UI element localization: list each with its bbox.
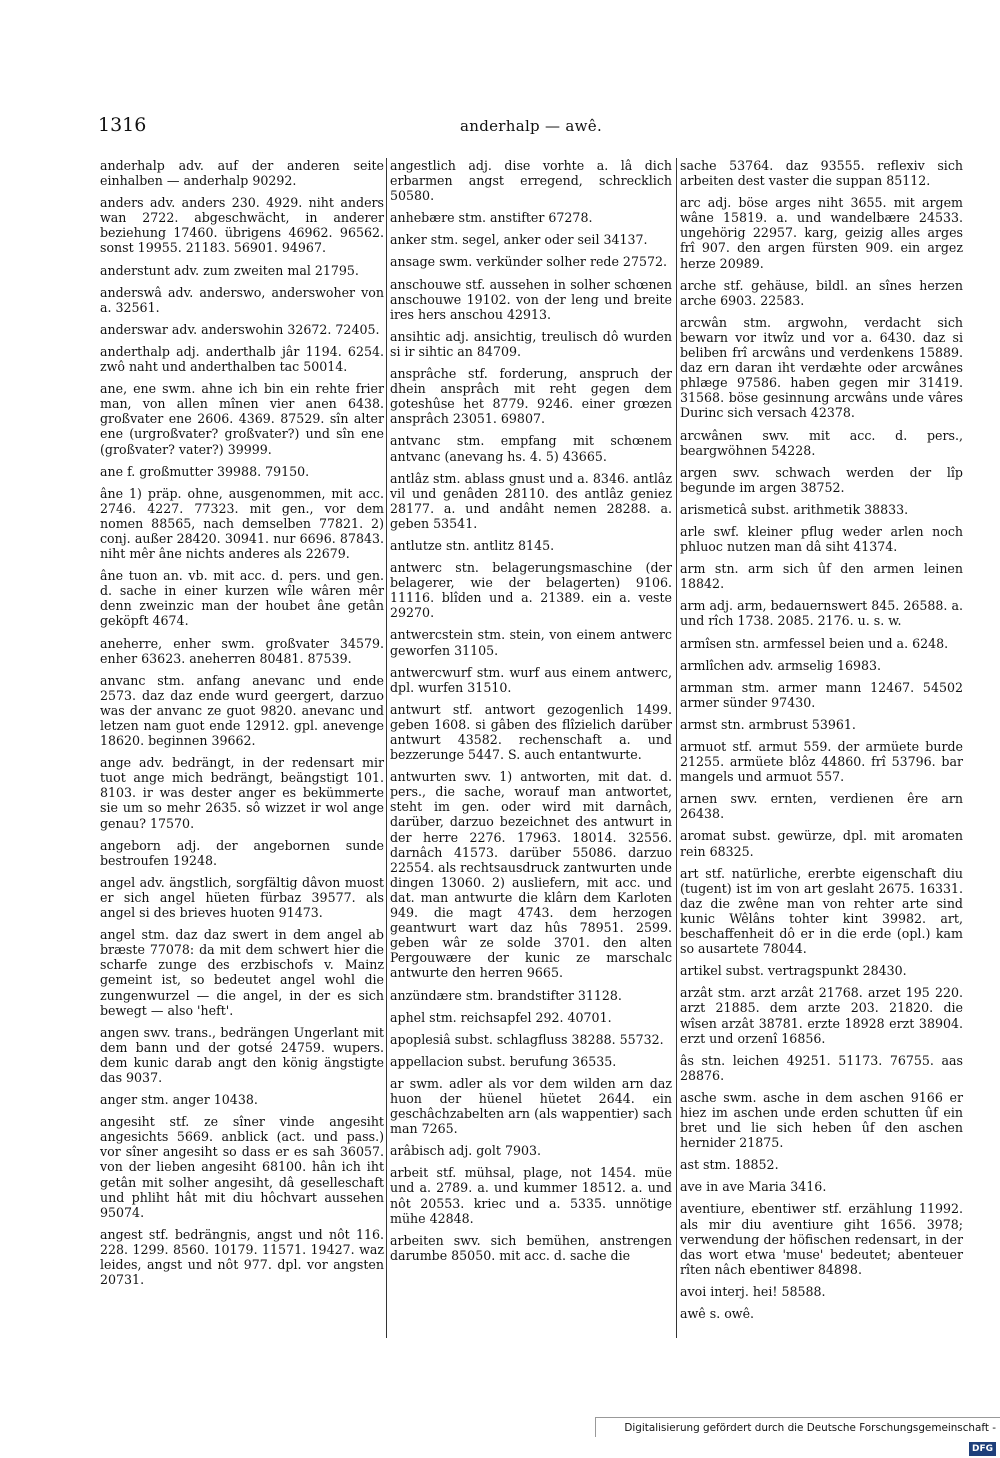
dictionary-entry: antwerc stn. belagerungsmaschine (der belagerer, wie der belagerten) 9106. 11116. blîden und a. 21389. ein a. veste 29270. <box>390 560 672 621</box>
dictionary-entry: anschouwe stf. aussehen in solher schœnen anschouwe 19102. von der leng und breite ires hers anschou 42913. <box>390 276 672 322</box>
dictionary-entry: argen swv. schwach werden der lîp begunde im argen 38752. <box>680 464 963 495</box>
dictionary-entry: anker stm. segel, anker oder seil 34137. <box>390 232 648 248</box>
dictionary-entry: anger stm. anger 10438. <box>100 1092 258 1108</box>
dictionary-entry: aventiure, ebentiwer stf. erzählung 11992. als mir diu aventiure giht 1656. 3978; verwendung der höfischen redensart, in der das wort etwa 'muse' bedeutet; abenteuer rîten nâch ebentiwer 84898. <box>680 1201 963 1277</box>
dictionary-entry: angesiht stf. ze sîner vinde angesiht angesichts 5669. anblick (act. und pass.) vor sîner angesiht so dass er es sah 36057. von der lieben angesiht 68100. hân ich iht getân mit solher angesiht, dâ geselleschaft und phliht hât mit diu hôchvart aussehen 95074. <box>100 1114 384 1220</box>
dictionary-entry: aromat subst. gewürze, dpl. mit aromaten rein 68325. <box>680 828 963 859</box>
dictionary-entry: anderswar adv. anderswohin 32672. 72405. <box>100 321 380 337</box>
dictionary-column-middle <box>390 158 672 1270</box>
dictionary-entry: anders adv. anders 230. 4929. niht anders wan 2722. abgeschwächt, in anderer beziehung 17460. übrigens 46962. 96562. sonst 19955. 21183. 56901. 94967. <box>100 195 384 256</box>
dictionary-entry: antlutze stn. antlitz 8145. <box>390 537 555 553</box>
dictionary-entry: armuot stf. armut 559. der armüete burde 21255. armüete blôz 44860. frî 53796. bar mangels und armuot 557. <box>680 739 963 785</box>
dictionary-entry: ansihtic adj. ansichtig, treulisch dô wurden si ir sihtic an 84709. <box>390 328 672 359</box>
dictionary-entry: âne tuon an. vb. mit acc. d. pers. und gen. d. sache in einer kurzen wîle wâren mêr denn zweinzic man der houbet âne getân geköpft 4674. <box>100 568 384 629</box>
dictionary-entry: angeborn adj. der angebornen sunde bestroufen 19248. <box>100 837 384 868</box>
dictionary-entry: armman stm. armer mann 12467. 54502 armer sünder 97430. <box>680 679 963 710</box>
dictionary-entry: awê s. owê. <box>680 1306 755 1321</box>
dictionary-entry: ar swm. adler als vor dem wilden arn daz huon der hüenel hüetet 2644. ein geschâchzabelten arn (als wappentier) sach man 7265. <box>390 1075 672 1137</box>
dictionary-entry: ast stm. 18852. <box>680 1157 779 1173</box>
dictionary-entry: arzât stm. arzt arzât 21768. arzet 195 220. arzt 21885. dem arzte 203. 21820. die wîsen arzât 38781. erzte 18928 erzt 38904. erzt und orzenî 16856. <box>680 985 963 1046</box>
dictionary-entry: appellacion subst. berufung 36535. <box>390 1053 617 1069</box>
dictionary-entry: âne 1) präp. ohne, ausgenommen, mit acc. 2746. 4227. 77323. mit gen., vor dem nomen 88565, nach demselben 77821. 2) conj. außer 28420. 30941. nur 6696. 87843. niht mêr âne nichts anderes als 22679. <box>100 485 384 562</box>
dfg-credit-footer <box>595 1417 1000 1454</box>
dictionary-entry: arâbisch adj. golt 7903. <box>390 1143 542 1159</box>
dictionary-entry: artikel subst. vertragspunkt 28430. <box>680 963 907 979</box>
dictionary-entry: angel stm. daz daz swert in dem angel ab bræste 77078: da mit dem schwert hier die scharfe zunge des erzbischofs v. Mainz gemeint ist, so bedeutet angel wohl die zungenwurzel — die angel, in der es sich bewegt — also 'heft'. <box>100 927 384 1018</box>
dictionary-entry: arnen swv. ernten, verdienen êre arn 26438. <box>680 791 963 822</box>
dictionary-entry: arc adj. böse arges niht 3655. mit argem wâne 15819. a. und wandelbære 24533. ungehörig 22957. karg, geizig alles arges frî 907. den argen fürsten 909. ein argez herze 20989. <box>680 195 963 271</box>
dictionary-entry: avoi interj. hei! 58588. <box>680 1283 826 1299</box>
dictionary-entry: armlîchen adv. armselig 16983. <box>680 657 882 673</box>
dictionary-entry: arismeticâ subst. arithmetik 38833. <box>680 501 909 517</box>
dictionary-entry: antlâz stm. ablass gnust und a. 8346. antlâz vil und genâden 28110. des antlâz geniez 28177. a. und andâht nemen 28288. a. geben 53541. <box>390 470 672 531</box>
dictionary-entry: ane, ene swm. ahne ich bin ein rehte frier man, von allen mînen vier anen 6438. großvater ene 2606. 4369. 87529. sîn alter ene (urgroßvater? großvater?) und sîn ene (großvater? vater?) 39999. <box>100 381 384 457</box>
dictionary-entry: ansprâche stf. forderung, anspruch der dhein ansprâch mit reht gegen dem goteshûse het 8779. 9246. einer grœzen ansprâch 23051. 69807. <box>390 366 672 427</box>
dictionary-entry: arbeiten swv. sich bemühen, anstrengen darumbe 85050. mit acc. d. sache die <box>390 1232 672 1263</box>
dictionary-entry: anderhalp adv. auf der anderen seite einhalben — anderhalp 90292. <box>100 158 384 189</box>
dictionary-entry: arm adj. arm, bedauernswert 845. 26588. a. und rîch 1738. 2085. 2176. u. s. w. <box>680 598 963 629</box>
dictionary-entry: apoplesiâ subst. schlagfluss 38288. 55732. <box>390 1031 664 1047</box>
dictionary-entry: arcwânen swv. mit acc. d. pers., beargwöhnen 54228. <box>680 427 963 458</box>
dictionary-entry: aphel stm. reichsapfel 292. 40701. <box>390 1009 612 1025</box>
dictionary-entry: angel adv. ängstlich, sorgfältig dâvon muost er sich angel hüeten fürbaz 39577. als angel si des brieves huoten 91473. <box>100 874 384 921</box>
dfg-logo: DFG <box>969 1442 996 1456</box>
dictionary-entry: armst stn. armbrust 53961. <box>680 716 856 732</box>
dictionary-column-right <box>680 158 963 1328</box>
column-divider <box>386 158 387 1338</box>
dictionary-entry: asche swm. asche in dem aschen 9166 er hiez im aschen unde erden schutten ûf ein bret und lie sich heben ûf den aschen hernider 21875. <box>680 1089 963 1151</box>
dictionary-entry: antwurten swv. 1) antworten, mit dat. d. pers., die sache, worauf man antwortet, steht im gen. oder wird mit darnâch, darüber, darzuo bezeichnet des antwurt in der herre 2276. 17963. 18014. 32556. darnâch 41573. darüber 55086. darzuo 22554. als rechtsausdruck zantwurten unde dingen 13060. 2) ausliefern, mit acc. und dat. man antwurte die klârn dem Karloten 949. die magt 4743. dem herzogen geantwurt wart daz hûs 78951. 2599. geben wâr ze solde 3701. den alten Pergouwære der kunic ze marschalc antwurte den herren 9665. <box>390 769 672 981</box>
dictionary-entry: antwercstein stm. stein, von einem antwerc geworfen 31105. <box>390 627 672 658</box>
dictionary-entry: arcwân stm. argwohn, verdacht sich bewarn vor itwîz und vor a. 6430. daz si beliben frî arcwâns und verdenkens 15889. daz ern daran iht verdæhte oder arcwânes phlæge 97586. haben gegen mir 31419. 31568. böse gesinnung arcwâns unde vâres Durinc sich versach 42378. <box>680 314 963 421</box>
dictionary-entry: angest stf. bedrängnis, angst und nôt 116. 228. 1299. 8560. 10179. 11571. 19427. waz leides, angst und nôt 977. dpl. vor angsten 20731. <box>100 1226 384 1288</box>
dictionary-entry: ane f. großmutter 39988. 79150. <box>100 463 310 479</box>
dictionary-entry: arbeit stf. mühsal, plage, not 1454. müe und a. 2789. a. und kummer 18512. a. und nôt 20553. kriec und a. 5335. unnötige mühe 42848. <box>390 1165 672 1226</box>
dictionary-column-left <box>100 158 384 1294</box>
dictionary-entry: anhebære stm. anstifter 67278. <box>390 210 593 226</box>
dictionary-entry: art stf. natürliche, ererbte eigenschaft diu (tugent) ist im von art geslaht 2675. 16331. daz die zwêne man von rehter arte sind kunic Wêlâns tohter kint 39982. art, beschaffenheit dô er in die erde (opl.) kam so ausartete 78044. <box>680 865 963 957</box>
page-number: 1316 <box>98 114 147 136</box>
dictionary-entry: arche stf. gehäuse, bildl. an sînes herzen arche 6903. 22583. <box>680 277 963 308</box>
dictionary-entry: âs stn. leichen 49251. 51173. 76755. aas 28876. <box>680 1052 963 1083</box>
footer-credit-text: Digitalisierung gefördert durch die Deutsche Forschungsgemeinschaft - <box>624 1422 996 1434</box>
dictionary-entry: antwercwurf stm. wurf aus einem antwerc, dpl. wurfen 31510. <box>390 664 672 695</box>
dictionary-entry: aneherre, enher swm. großvater 34579. enher 63623. aneherren 80481. 87539. <box>100 635 384 666</box>
running-head: anderhalp — awê. <box>460 117 603 135</box>
dictionary-entry: anderthalp adj. anderthalb jâr 1194. 6254. zwô naht und anderthalben tac 50014. <box>100 343 384 375</box>
dictionary-entry: anvanc stm. anfang anevanc und ende 2573. daz daz ende wurd geergert, darzuo was der anvanc ze guot 9820. anevanc und letzen nam guot ende 12912. gpl. anevenge 18620. beginnen 39662. <box>100 672 384 749</box>
dictionary-entry: anderstunt adv. zum zweiten mal 21795. <box>100 262 359 278</box>
dictionary-entry: antwurt stf. antwort gezogenlich 1499. geben 1608. si gâben des flîzielich darüber antwurt 43582. rechenschaft a. und bezzerunge 5447. S. auch entantwurte. <box>390 701 672 763</box>
dictionary-entry: anzündære stm. brandstifter 31128. <box>390 987 622 1003</box>
column-divider <box>676 158 677 1338</box>
dictionary-entry: angen swv. trans., bedrängen Ungerlant mit dem bann und der gotsé 24759. wupers. dem kunic darab angt den könig ängstigte das 9037. <box>100 1024 384 1085</box>
dictionary-entry: ave in ave Maria 3416. <box>680 1179 827 1195</box>
dictionary-entry: armîsen stn. armfessel beien und a. 6248. <box>680 635 949 651</box>
dictionary-entry: anderswâ adv. anderswo, anderswoher von a. 32561. <box>100 284 384 315</box>
dictionary-entry: antvanc stm. empfang mit schœnem antvanc (anevang hs. 4. 5) 43665. <box>390 433 672 464</box>
dictionary-entry: arm stn. arm sich ûf den armen leinen 18842. <box>680 561 963 592</box>
dictionary-entry: sache 53764. daz 93555. reflexiv sich arbeiten dest vaster die suppan 85112. <box>680 158 963 189</box>
dictionary-entry: ange adv. bedrängt, in der redensart mir tuot ange mich bedrängt, beängstigt 101. 8103. ir was dester anger es bekümmerte sie um so mehr 2635. sô wizzet ir wol ange genau? 17570. <box>100 755 384 831</box>
dictionary-entry: ansage swm. verkünder solher rede 27572. <box>390 254 667 270</box>
dictionary-entry: arle swf. kleiner pflug weder arlen noch phluoc nutzen man dâ siht 41374. <box>680 523 963 555</box>
dictionary-entry: angestlich adj. dise vorhte a. lâ dich erbarmen angst erregend, schrecklich 50580. <box>390 158 672 204</box>
